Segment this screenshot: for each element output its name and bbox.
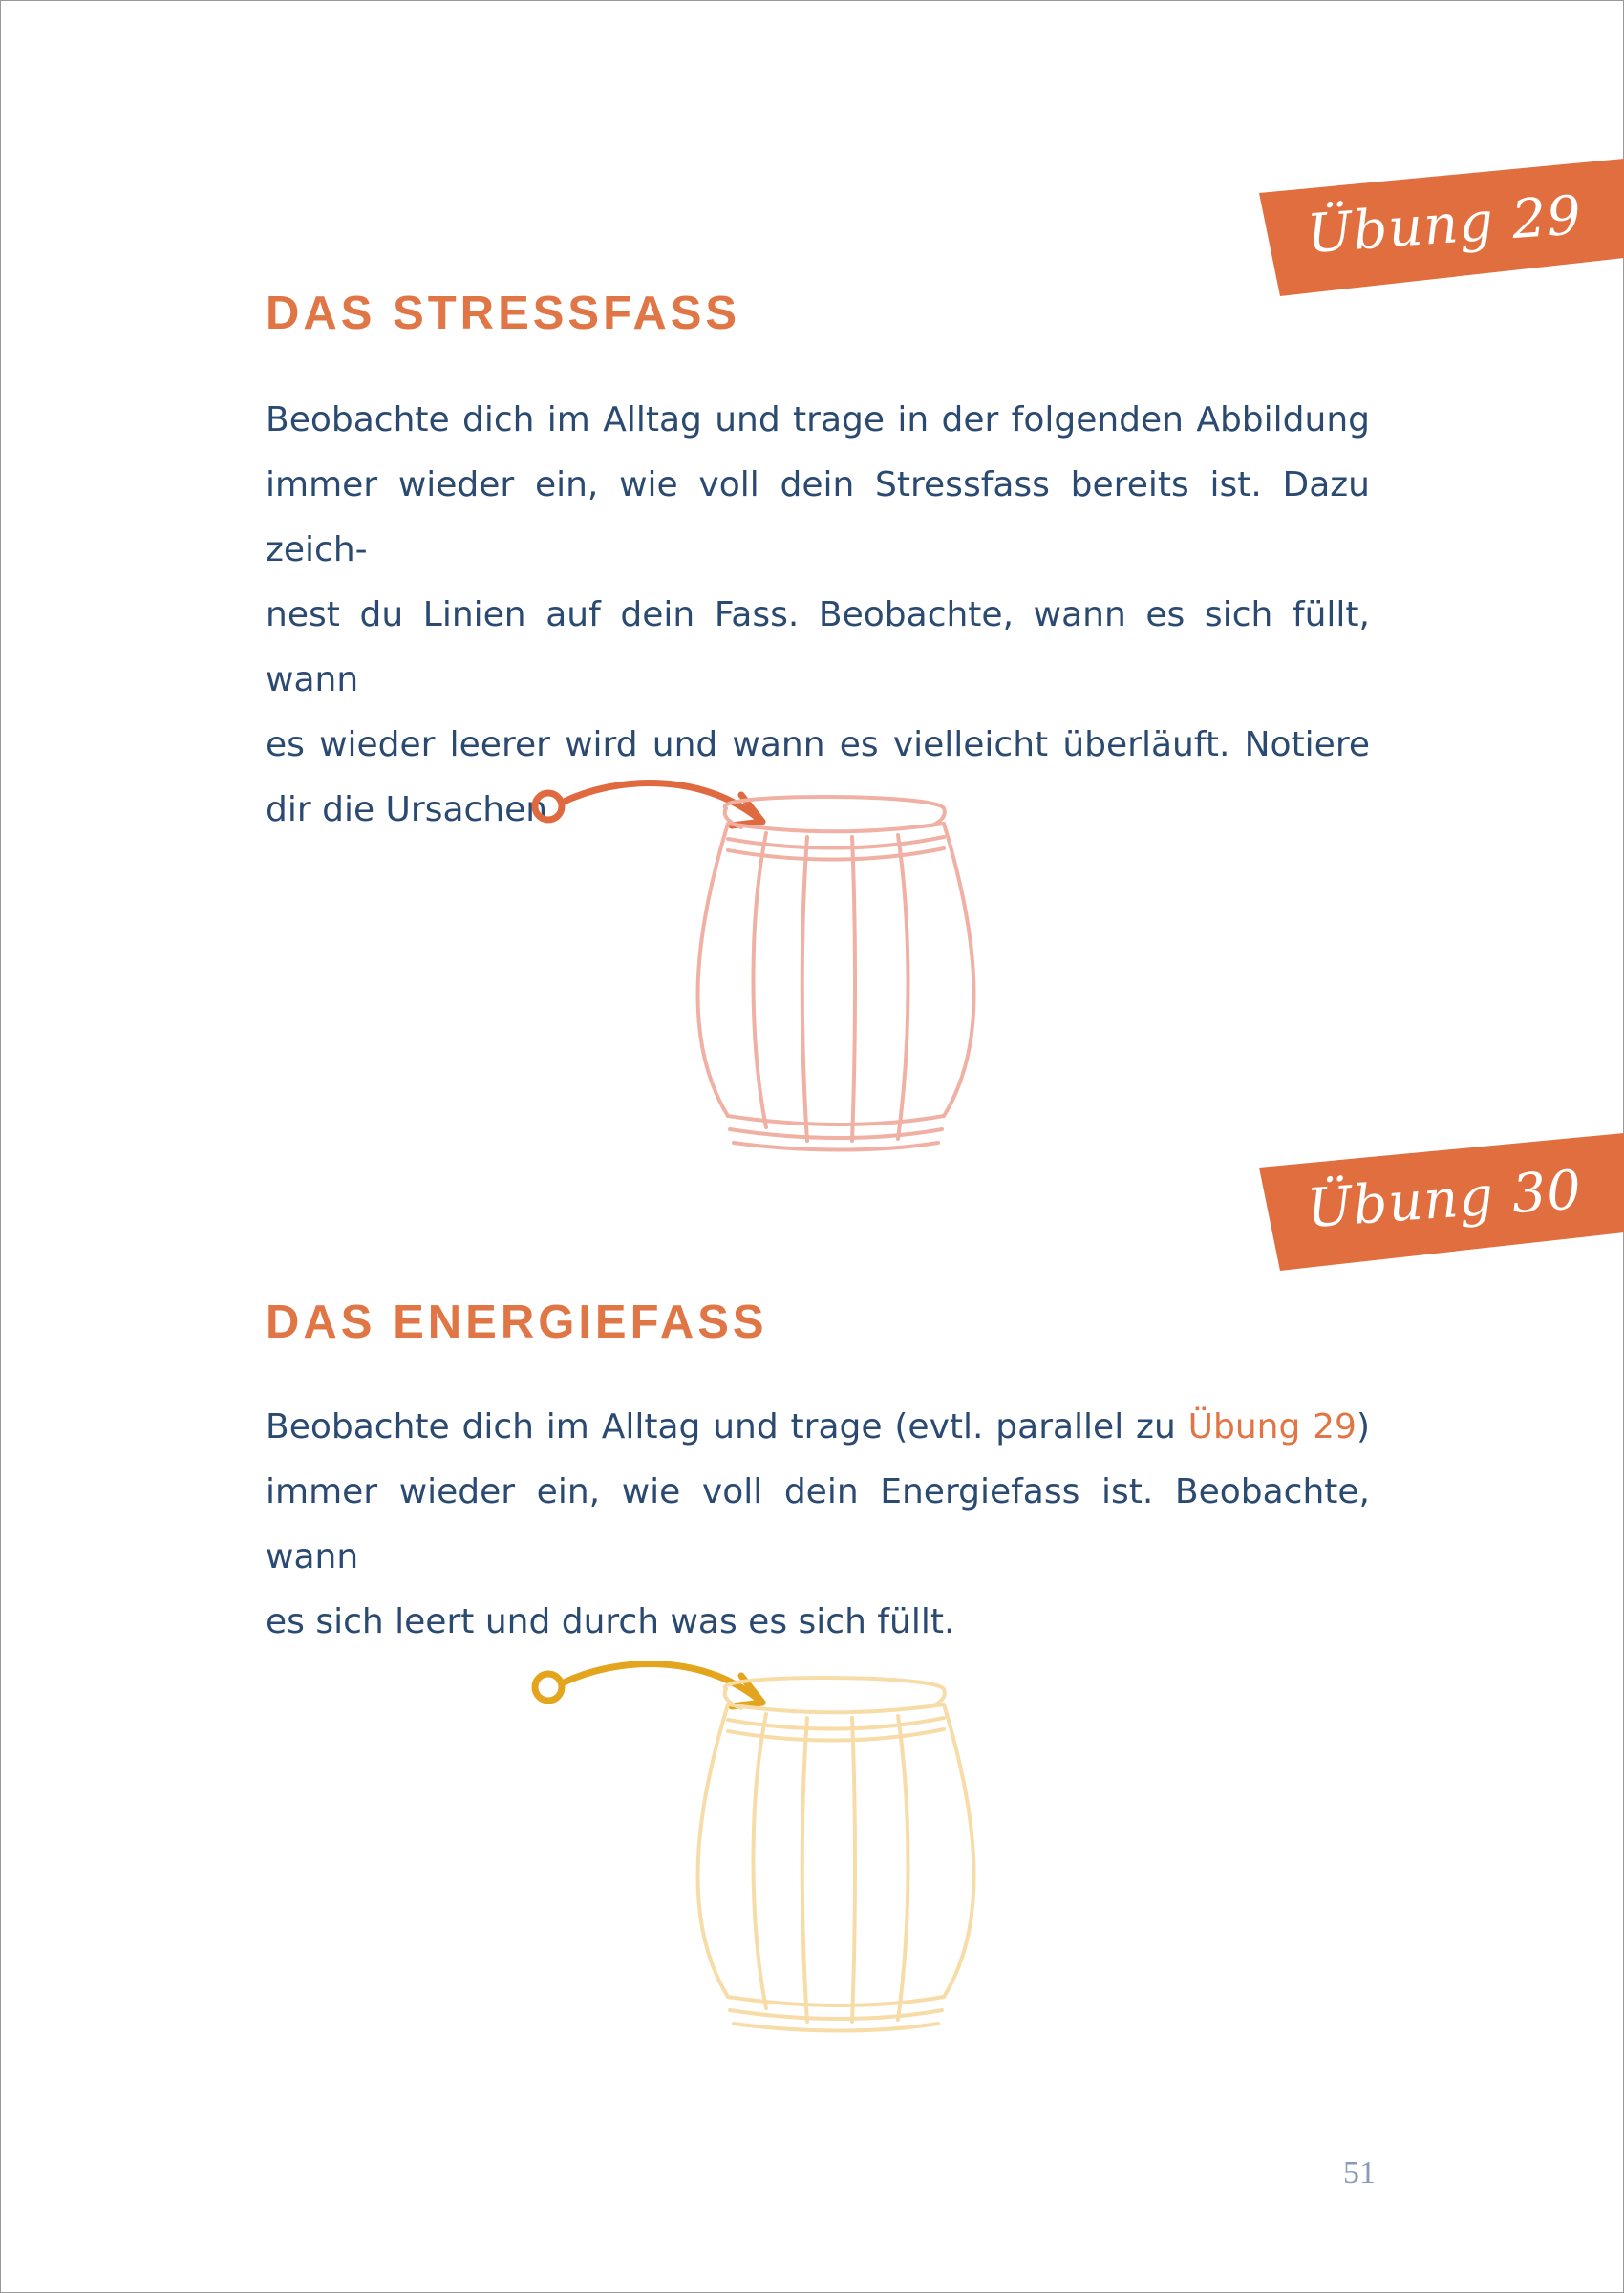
exercise-badge-29 (1259, 153, 1622, 267)
text-line: es sich leert und durch was es sich füllt. (266, 1602, 955, 1641)
text-line: Beobachte dich im Alltag und trage in der folgenden Abbildung (266, 400, 1370, 439)
exercise-reference-link[interactable]: Übung 29 (1187, 1407, 1357, 1447)
exercise-badge-30 (1259, 1127, 1622, 1241)
exercise-description (266, 1395, 1370, 1655)
exercise-title: DAS STRESSFASS (266, 288, 741, 339)
exercise-badge-label: Übung 30 (1305, 1159, 1585, 1241)
exercise-badge-label: Übung 29 (1305, 184, 1585, 267)
barrel-icon (698, 797, 974, 1150)
text-line: immer wieder ein, wie voll dein Stressfass bereits ist. Dazu zeich- (266, 465, 1370, 569)
text-line (266, 1395, 1370, 1460)
text-segment: ) (1356, 1407, 1371, 1447)
text-line: dir die Ursachen. (266, 790, 559, 829)
text-line: nest du Linien auf dein Fass. Beobachte, wann es sich füllt, wann (266, 595, 1370, 699)
exercise-title: DAS ENERGIEFASS (266, 1297, 768, 1348)
text-line: immer wieder ein, wie voll dein Energiefass ist. Beobachte, wann (266, 1472, 1370, 1576)
barrel-icon (698, 1678, 974, 2031)
page-number: 51 (1343, 2155, 1376, 2191)
text-line: es wieder leerer wird und wann es vielleicht überläuft. Notiere (266, 725, 1370, 764)
energy-barrel-illustration (516, 1645, 994, 2047)
stress-barrel-illustration (516, 764, 994, 1166)
text-segment: Beobachte dich im Alltag und trage (evtl. parallel zu (266, 1407, 1188, 1447)
